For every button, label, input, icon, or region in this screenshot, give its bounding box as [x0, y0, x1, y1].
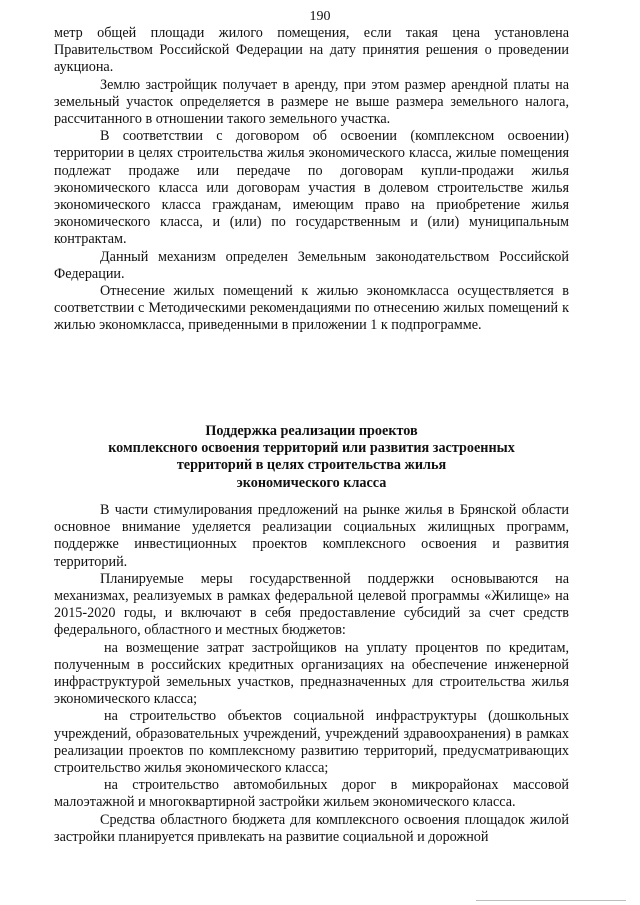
heading-line: Поддержка реализации проектов [205, 423, 418, 439]
section-heading [54, 423, 569, 492]
list-item-social-infrastructure: на строительство объектов социальной инфраструктуры (дошкольных учреждений, образовательных учреждений, учреждений здравоохранения) в рамках реализации проектов по комплексному развитию территорий, предусматривающих строительство жилья экономического класса; [54, 708, 569, 777]
paragraph-continuation: метр общей площади жилого помещения, если такая цена установлена Правительством Российской Федерации на дату принятия решения о проведении аукциона. [54, 25, 569, 76]
body-text-bottom [54, 502, 569, 846]
paragraph-economy-class-criteria: Отнесение жилых помещений к жилью экономкласса осуществляется в соответствии с Методическими рекомендациями по отнесению жилых помещений к жилью экономкласса, приведенными в приложении 1 к подпрограмме. [54, 283, 569, 334]
paragraph-development-agreement: В соответствии с договором об освоении (комплексном освоении) территории в целях строительства жилья экономического класса, жилые помещения подлежат продаже или передаче по договорам купли-продажи жилья экономического класса или договорам участия в долевом строительстве жилья экономического класса гражданам, имеющим право на приобретение жилья экономического класса, и (или) по государственным и (или) муниципальным контрактам. [54, 128, 569, 248]
list-item-interest-subsidy: на возмещение затрат застройщиков на уплату процентов по кредитам, полученным в российских кредитных организациях на обеспечение инженерной инфраструктурой земельных участков, предназначенных для строительства жилья экономического класса; [54, 639, 569, 708]
heading-line: экономического класса [236, 474, 387, 491]
list-item-road-construction: на строительство автомобильных дорог в микрорайонах массовой малоэтажной и многоквартирной застройки жильем экономического класса. [54, 777, 569, 811]
body-text-top [54, 25, 569, 335]
footer-divider [476, 900, 626, 901]
paragraph-support-measures: Планируемые меры государственной поддержки основываются на механизмах, реализуемых в рамках федеральной целевой программы «Жилище» на 2015-2020 годы, и включают в себя предоставление субсидий за счет средств федерального, областного и местных бюджетов: [54, 570, 569, 639]
paragraph-land-lease: Землю застройщик получает в аренду, при этом размер арендной платы на земельный участок определяется в размере не выше размера земельного налога, рассчитанного в отношении такого земельного участка. [54, 76, 569, 128]
paragraph-regional-budget: Средства областного бюджета для комплексного освоения площадок жилой застройки планируется привлекать на развитие социальной и дорожной [54, 811, 569, 845]
page-number: 190 [309, 9, 331, 24]
heading-line: территорий в целях строительства жилья [176, 457, 447, 474]
paragraph-land-law: Данный механизм определен Земельным законодательством Российской Федерации. [54, 248, 569, 282]
heading-line: комплексного освоения территорий или развития застроенных [108, 440, 515, 457]
paragraph-market-stimulation: В части стимулирования предложений на рынке жилья в Брянской области основное внимание уделяется реализации социальных жилищных программ, поддержке инвестиционных проектов комплексного освоения и развития территорий. [54, 502, 569, 570]
